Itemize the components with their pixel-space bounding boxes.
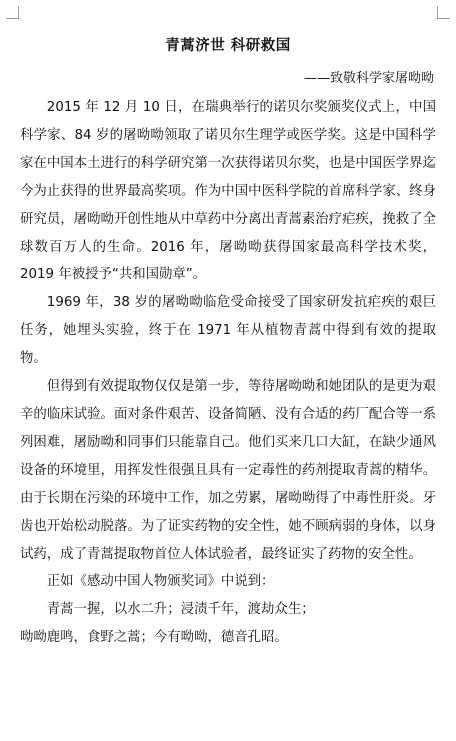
- verse-line-2: 呦呦鹿鸣，食野之蒿；今有呦呦，德音孔昭。: [20, 630, 288, 646]
- article-body: [20, 94, 436, 652]
- page-corner-mark-top-right: [437, 6, 450, 19]
- paragraph-3: 但得到有效提取物仅仅是第一步，等待屠呦呦和她团队的是更为艰辛的临床试验。面对条件艰苦、设备简陋、没有合适的药厂配合等一系列困难，屠励呦和同事们只能靠自己。他们买来几口大缸，在缺少通风设备的环境里，用挥发性很强且具有一定毒性的药剂提取青蒿的精华。由于长期在污染的环境中工作，加之劳累，屠呦呦得了中毒性肝炎。牙齿也开始松动脱落。为了证实药物的安全性，她不顾病弱的身体，以身试药，成了青蒿提取物首位人体试验者，最终证实了药物的安全性。: [20, 379, 436, 562]
- verse-line-1: 青蒿一握，以水二升；浸渍千年，渡劫众生；: [46, 602, 315, 618]
- quote-intro: 正如《感动中国人物颁奖词》中说到：: [46, 574, 275, 590]
- article-byline: ——致敬科学家屠呦呦: [303, 71, 434, 86]
- article-title: 青蒿济世 科研救国: [165, 38, 291, 54]
- paragraph-1: 2015 年 12 月 10 日，在瑞典举行的诺贝尔奖颁奖仪式上，中国科学家、84 岁的屠呦呦领取了诺贝尔生理学或医学奖。这是中国科学家在中国本土进行的科学研究第一次获得诺贝尔奖，也是中国医学界迄今为止获得的世界最高奖项。作为中国中医科学院的首席科学家、终身研究员，屠呦呦开创性地从中草药中分离出青蒿素治疗疟疾，挽救了全球数百万人的生命。2016 年，屠呦呦获得国家最高科学技术奖，2019 年被授予“共和国勋章”。: [20, 100, 436, 283]
- page-corner-mark-top-left: [6, 6, 19, 19]
- paragraph-2: 1969 年，38 岁的屠呦呦临危受命接受了国家研发抗疟疾的艰巨任务，她埋头实验，终于在 1971 年从植物青蒿中得到有效的提取物。: [20, 295, 436, 367]
